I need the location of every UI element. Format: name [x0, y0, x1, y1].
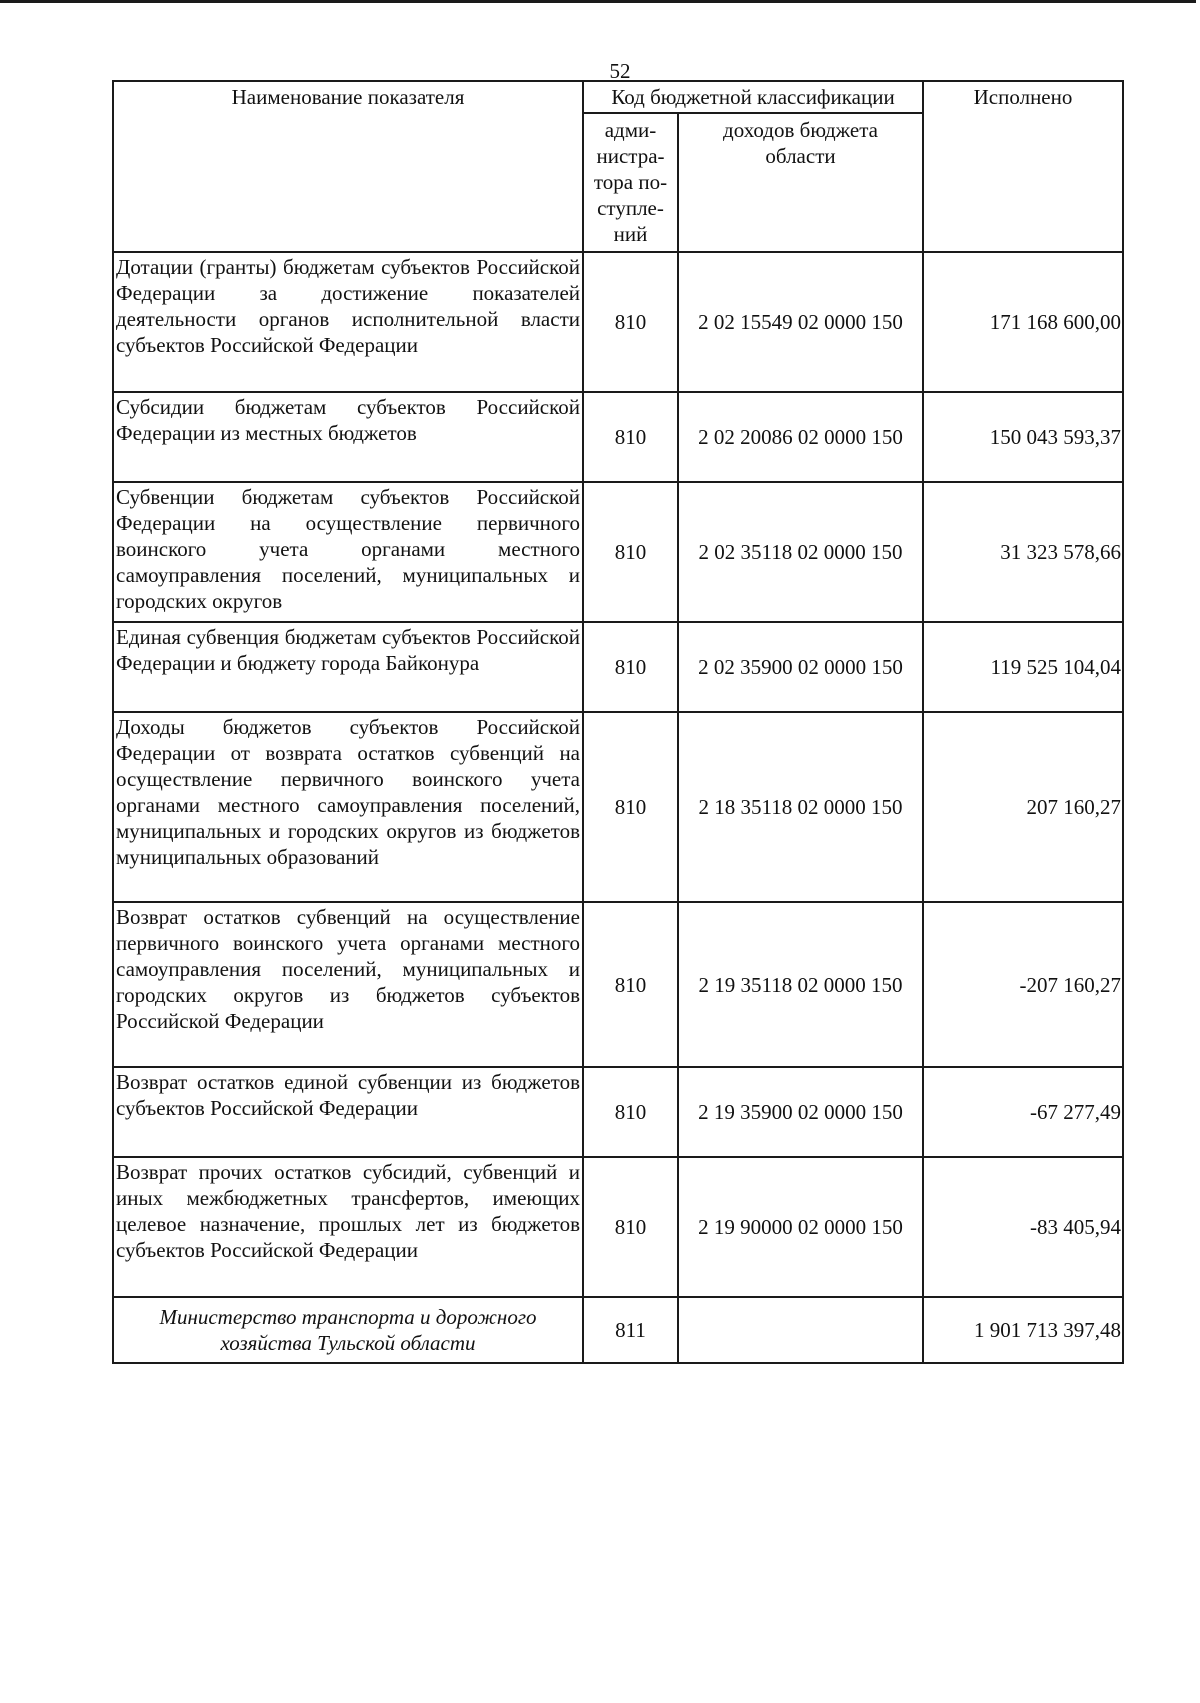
table-row [113, 392, 1123, 482]
table-row [113, 252, 1123, 392]
row-income-code: 2 19 90000 02 0000 150 [678, 1157, 923, 1297]
scan-edge-top [0, 0, 1200, 3]
row-indicator-name: Возврат остатков субвенций на осуществление первичного воинского учета органами местного самоуправления поселений, муниципальных и городских округов из бюджетов субъектов Российской Федерации [113, 902, 583, 1067]
row-executed-amount: 171 168 600,00 [923, 252, 1123, 392]
row-executed-amount: 150 043 593,37 [923, 392, 1123, 482]
row-indicator-name: Возврат остатков единой субвенции из бюджетов субъектов Российской Федерации [113, 1067, 583, 1157]
row-income-code: 2 02 15549 02 0000 150 [678, 252, 923, 392]
table-row [113, 482, 1123, 622]
row-admin-code: 810 [583, 622, 678, 712]
ministry-row [113, 1297, 1123, 1363]
row-executed-amount: 207 160,27 [923, 712, 1123, 902]
row-indicator-name: Субвенции бюджетам субъектов Российской Федерации на осуществление первичного воинского учета органами местного самоуправления поселений, муниципальных и городских округов [113, 482, 583, 622]
budget-table [112, 80, 1124, 1364]
row-admin-code: 810 [583, 482, 678, 622]
table-row [113, 1157, 1123, 1297]
header-revenue-administrator-text: адми- нистра- тора по- ступле- ний [593, 118, 668, 246]
header-regional-budget-income-text: доходов бюджета области [723, 118, 878, 168]
page-number: 52 [609, 59, 631, 83]
row-admin-code: 810 [583, 1157, 678, 1297]
row-income-code: 2 02 35900 02 0000 150 [678, 622, 923, 712]
row-admin-code: 810 [583, 252, 678, 392]
row-admin-code: 810 [583, 392, 678, 482]
row-admin-code: 810 [583, 1067, 678, 1157]
ministry-executed-amount: 1 901 713 397,48 [923, 1297, 1123, 1363]
row-income-code: 2 19 35118 02 0000 150 [678, 902, 923, 1067]
row-indicator-name: Единая субвенция бюджетам субъектов Российской Федерации и бюджету города Байконура [113, 622, 583, 712]
row-indicator-name: Возврат прочих остатков субсидий, субвенций и иных межбюджетных трансфертов, имеющих целевое назначение, прошлых лет из бюджетов субъектов Российской Федерации [113, 1157, 583, 1297]
ministry-income-code [678, 1297, 923, 1363]
row-executed-amount: -67 277,49 [923, 1067, 1123, 1157]
table-row [113, 1067, 1123, 1157]
row-executed-amount: -207 160,27 [923, 902, 1123, 1067]
table-row [113, 622, 1123, 712]
row-indicator-name: Дотации (гранты) бюджетам субъектов Российской Федерации за достижение показателей деятельности органов исполнительной власти субъектов Российской Федерации [113, 252, 583, 392]
row-executed-amount: 31 323 578,66 [923, 482, 1123, 622]
row-income-code: 2 02 20086 02 0000 150 [678, 392, 923, 482]
header-indicator-name: Наименование показателя [113, 81, 583, 252]
row-admin-code: 810 [583, 902, 678, 1067]
row-indicator-name: Доходы бюджетов субъектов Российской Федерации от возврата остатков субвенций на осуществление первичного воинского учета органами местного самоуправления поселений, муниципальных и городских округов из бюджетов муниципальных образований [113, 712, 583, 902]
row-admin-code: 810 [583, 712, 678, 902]
header-regional-budget-income [678, 113, 923, 252]
ministry-name: Министерство транспорта и дорожного хозяйства Тульской области [113, 1297, 583, 1363]
scan-edge-right [1196, 0, 1200, 1703]
header-budget-classification-code: Код бюджетной классификации [583, 81, 923, 113]
row-income-code: 2 02 35118 02 0000 150 [678, 482, 923, 622]
row-executed-amount: 119 525 104,04 [923, 622, 1123, 712]
header-executed: Исполнено [923, 81, 1123, 252]
header-revenue-administrator [583, 113, 678, 252]
row-executed-amount: -83 405,94 [923, 1157, 1123, 1297]
row-income-code: 2 19 35900 02 0000 150 [678, 1067, 923, 1157]
row-income-code: 2 18 35118 02 0000 150 [678, 712, 923, 902]
table-row [113, 712, 1123, 902]
ministry-admin-code: 811 [583, 1297, 678, 1363]
table-row [113, 902, 1123, 1067]
row-indicator-name: Субсидии бюджетам субъектов Российской Федерации из местных бюджетов [113, 392, 583, 482]
